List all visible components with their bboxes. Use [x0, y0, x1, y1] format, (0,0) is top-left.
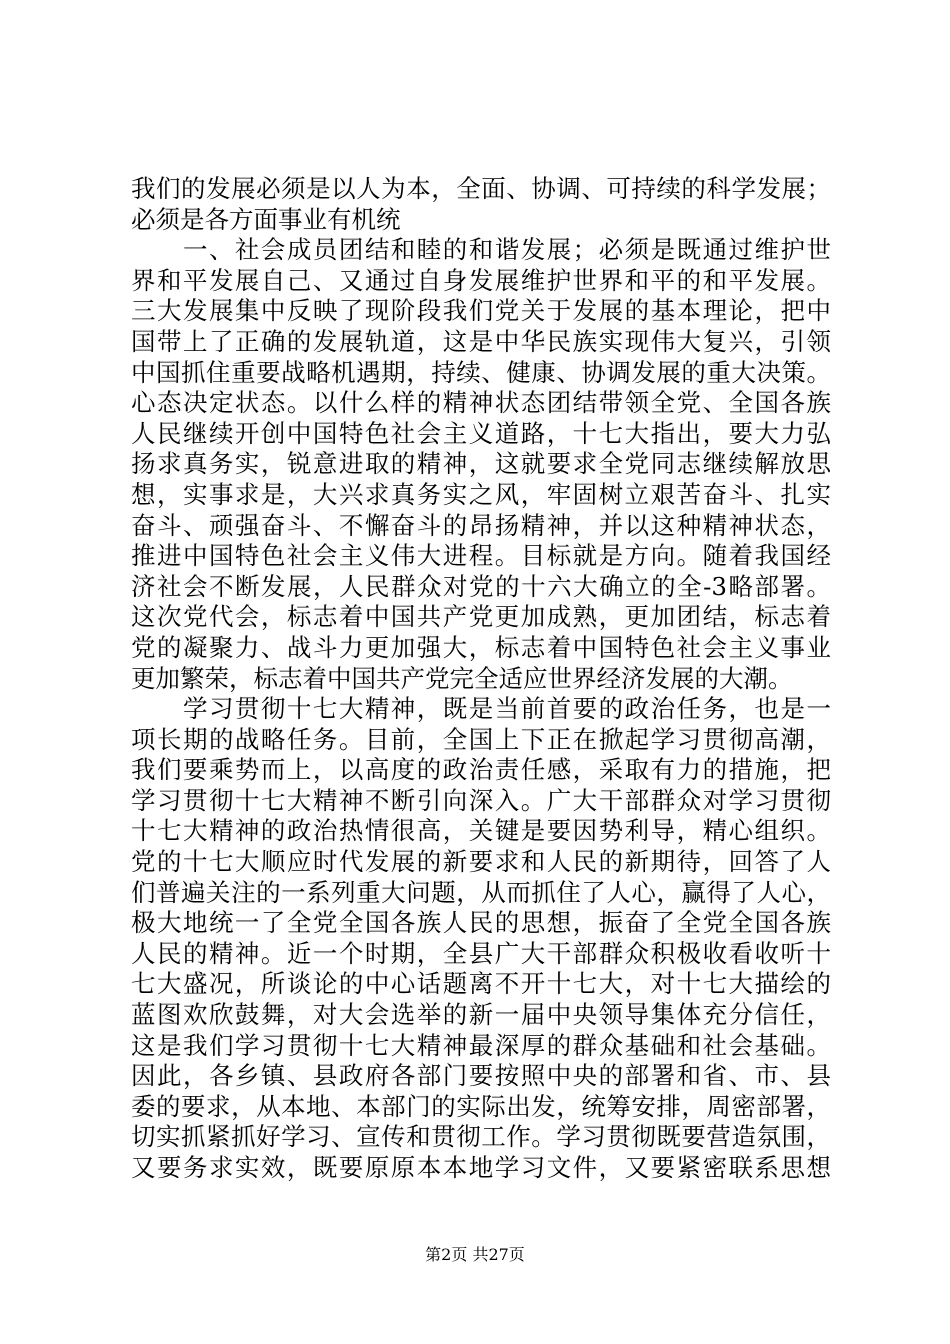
text-line: 中国抓住重要战略机遇期，持续、健康、协调发展的重大决策。 [131, 357, 831, 387]
text-line: 更加繁荣，标志着中国共产党完全适应世界经济发展的大潮。 [131, 663, 793, 693]
text-line: 们普遍关注的一系列重大问题，从而抓住了人心，赢得了人心， [131, 877, 831, 907]
text-line: 这是我们学习贯彻十七大精神最深厚的群众基础和社会基础。 [131, 1030, 831, 1060]
text-line: 一、社会成员团结和睦的和谐发展；必须是既通过维护世 [131, 235, 831, 265]
text-line: 推进中国特色社会主义伟大进程。目标就是方向。随着我国经 [131, 541, 831, 571]
text-line: 又要务求实效，既要原原本本地学习文件，又要紧密联系思想 [131, 1153, 831, 1182]
text-line: 想，实事求是，大兴求真务实之风，牢固树立艰苦奋斗、扎实 [131, 479, 831, 509]
text-line: 蓝图欢欣鼓舞，对大会选举的新一届中央领导集体充分信任， [131, 1000, 831, 1030]
text-line: 心态决定状态。以什么样的精神状态团结带领全党、全国各族 [131, 388, 831, 418]
text-line: 奋斗、顽强奋斗、不懈奋斗的昂扬精神，并以这种精神状态， [131, 510, 831, 540]
text-line: 学习贯彻十七大精神，既是当前首要的政治任务，也是一 [131, 694, 831, 724]
text-line: 我们的发展必须是以人为本，全面、协调、可持续的科学发展； [131, 174, 831, 203]
text-line: 界和平发展自己、又通过自身发展维护世界和平的和平发展。 [131, 265, 831, 295]
text-line: 扬求真务实，锐意进取的精神，这就要求全党同志继续解放思 [131, 449, 831, 479]
text-line: 因此，各乡镇、县政府各部门要按照中央的部署和省、市、县 [131, 1061, 831, 1091]
text-line: 济社会不断发展，人民群众对党的十六大确立的全-3略部署。 [131, 571, 831, 601]
text-line: 十七大精神的政治热情很高，关键是要因势利导，精心组织。 [131, 816, 831, 846]
text-line: 国带上了正确的发展轨道，这是中华民族实现伟大复兴，引领 [131, 326, 831, 356]
text-line: 极大地统一了全党全国各族人民的思想，振奋了全党全国各族 [131, 908, 831, 938]
page-footer: 第2页 共27页 [425, 1245, 525, 1264]
text-line: 这次党代会，标志着中国共产党更加成熟，更加团结，标志着 [131, 602, 831, 632]
text-line: 七大盛况，所谈论的中心话题离不开十七大，对十七大描绘的 [131, 969, 831, 999]
text-line: 人民的精神。近一个时期，全县广大干部群众积极收看收听十 [131, 938, 831, 968]
text-line: 我们要乘势而上，以高度的政治责任感，采取有力的措施，把 [131, 755, 831, 785]
text-line: 委的要求，从本地、本部门的实际出发，统筹安排，周密部署， [131, 1091, 831, 1121]
text-line: 切实抓紧抓好学习、宣传和贯彻工作。学习贯彻既要营造氛围， [131, 1122, 831, 1152]
text-line: 人民继续开创中国特色社会主义道路，十七大指出，要大力弘 [131, 418, 831, 448]
text-line: 必须是各方面事业有机统 [131, 204, 401, 234]
document-body [131, 174, 831, 1184]
text-line: 党的十七大顺应时代发展的新要求和人民的新期待，回答了人 [131, 847, 831, 877]
text-line: 学习贯彻十七大精神不断引向深入。广大干部群众对学习贯彻 [131, 785, 831, 815]
text-line: 三大发展集中反映了现阶段我们党关于发展的基本理论，把中 [131, 296, 831, 326]
text-line: 项长期的战略任务。目前，全国上下正在掀起学习贯彻高潮， [131, 724, 831, 754]
text-line: 党的凝聚力、战斗力更加强大，标志着中国特色社会主义事业 [131, 632, 831, 662]
